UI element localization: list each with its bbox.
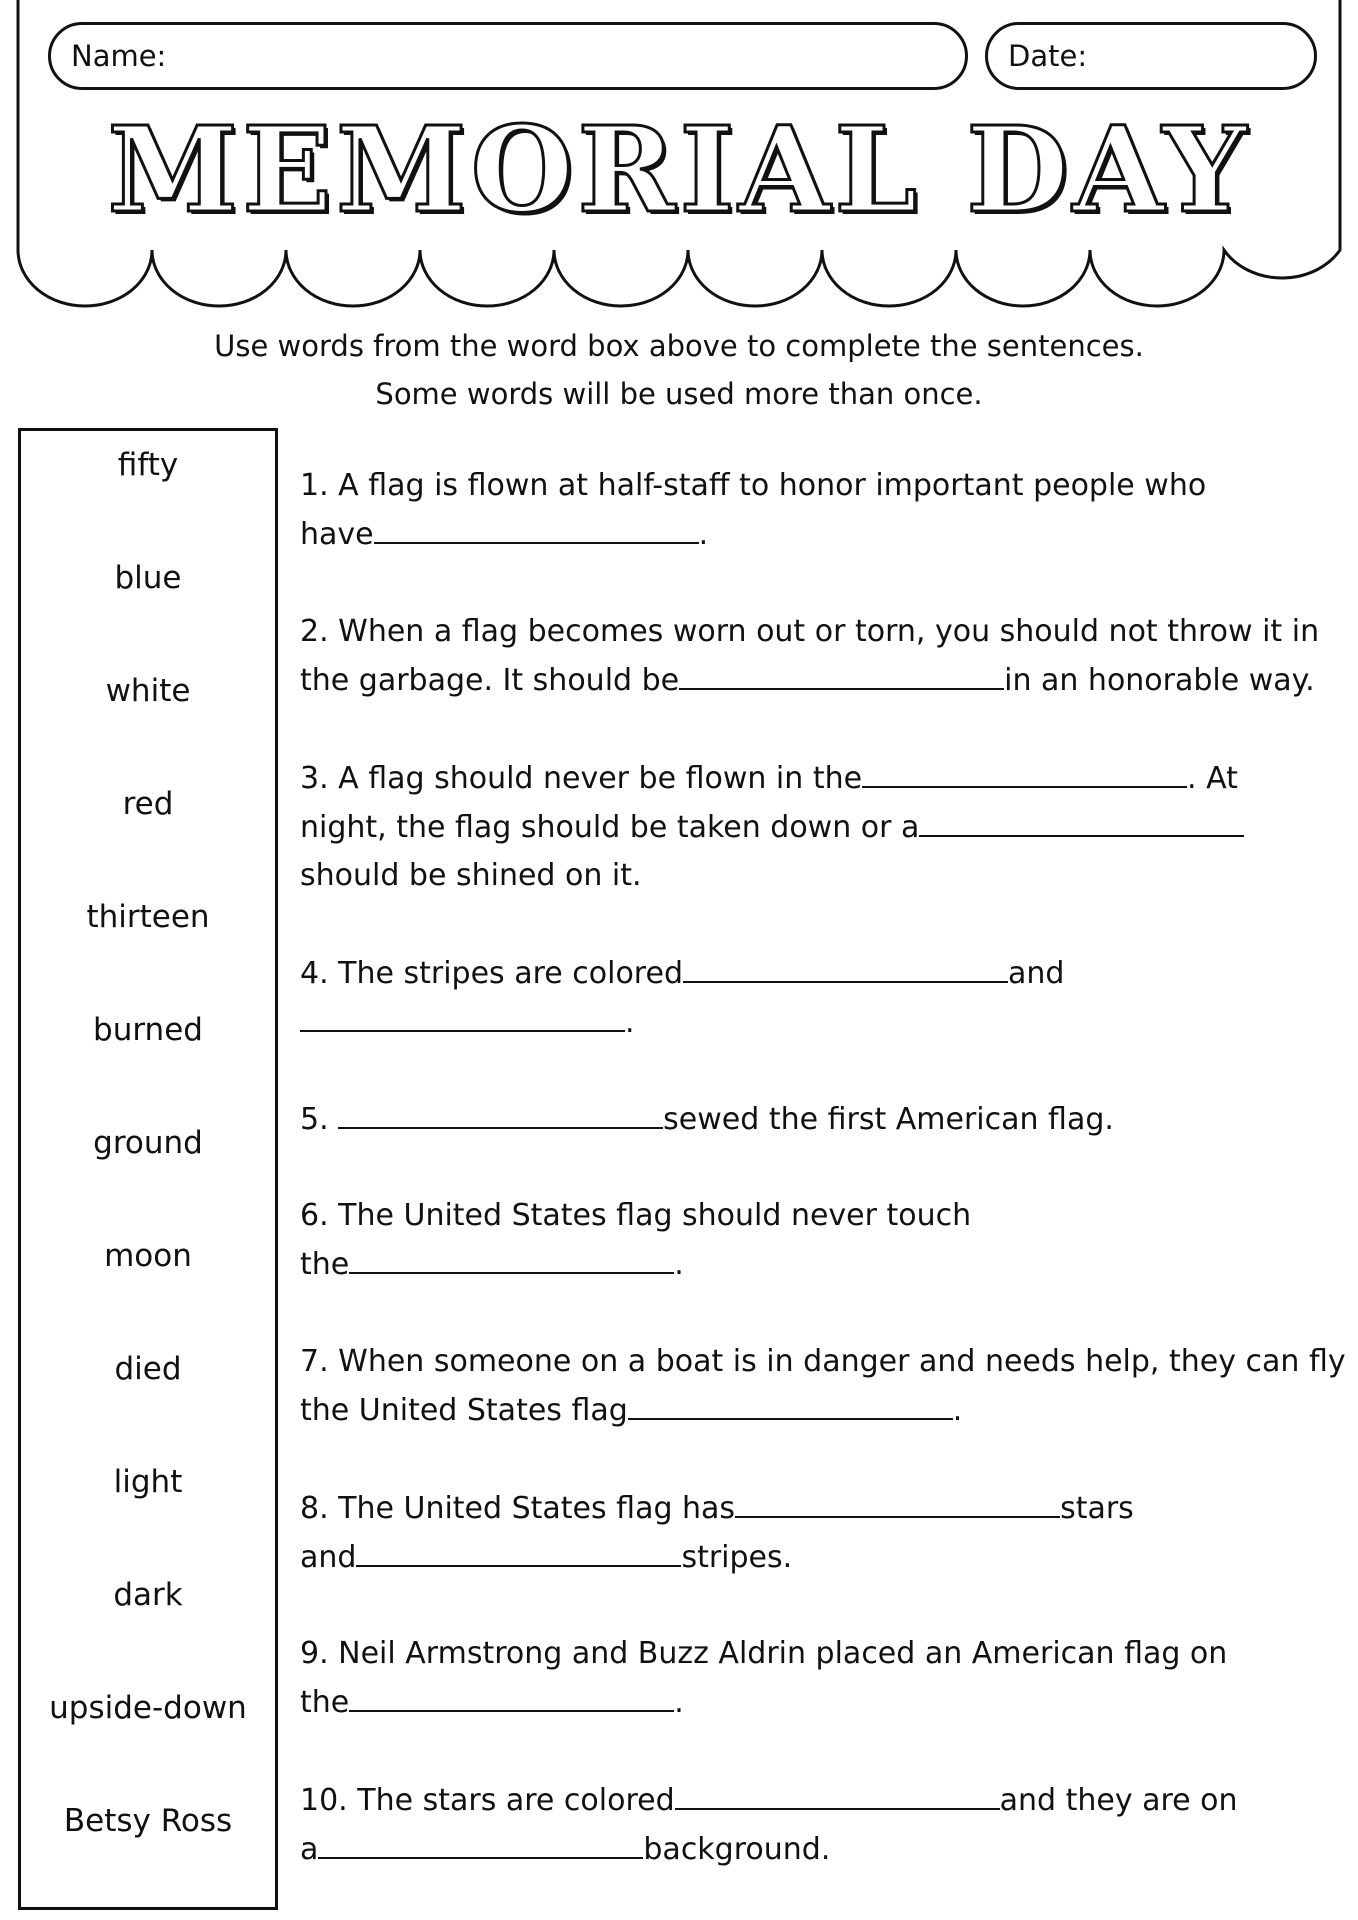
question-text: 4. The stripes are colored: [300, 956, 683, 991]
page-title: MEMORIAL DAY: [107, 100, 1251, 239]
question-item: [300, 1484, 1350, 1582]
word-box-item: fifty: [117, 447, 179, 483]
question-text: and they are on: [999, 1783, 1238, 1818]
question-text: 7. When someone on a boat is in danger and needs help, they can fly: [300, 1344, 1346, 1379]
word-box-item: white: [105, 673, 191, 709]
question-text: 9. Neil Armstrong and Buzz Aldrin placed an American flag on: [300, 1636, 1228, 1671]
question-line: [300, 608, 1350, 656]
question-text: .: [674, 1685, 684, 1720]
question-text: and: [300, 1540, 357, 1575]
question-text: 6. The United States flag should never touch: [300, 1198, 972, 1233]
question-line: [300, 656, 1350, 705]
answer-blank[interactable]: [683, 949, 1008, 983]
answer-blank[interactable]: [356, 1533, 681, 1567]
question-text: should be shined on it.: [300, 858, 642, 893]
question-line: [300, 1825, 1350, 1874]
question-text: .: [952, 1393, 963, 1428]
question-text: .: [625, 1005, 635, 1040]
word-box-item: burned: [93, 1012, 203, 1048]
word-box-item: moon: [104, 1238, 192, 1274]
word-box-item: Betsy Ross: [63, 1803, 233, 1839]
question-text: night, the flag should be taken down or a: [300, 810, 920, 845]
answer-blank[interactable]: [300, 998, 625, 1032]
answer-blank[interactable]: [628, 1386, 953, 1420]
question-text: and: [1007, 956, 1065, 991]
name-input[interactable]: [176, 25, 940, 83]
name-label: Name:: [71, 39, 167, 73]
question-text: have: [300, 517, 374, 552]
question-item: [300, 1630, 1350, 1727]
word-box-item: dark: [113, 1577, 183, 1613]
question-item: [300, 608, 1350, 705]
date-input[interactable]: [1096, 25, 1300, 83]
question-text: 8. The United States flag has: [300, 1491, 736, 1526]
question-item: [300, 949, 1350, 1047]
question-line: [300, 803, 1350, 852]
question-item: [300, 1095, 1350, 1144]
question-text: the garbage. It should be: [300, 663, 680, 698]
word-box: [18, 428, 278, 1910]
date-label: Date:: [1008, 39, 1088, 73]
question-line: [300, 1484, 1350, 1533]
question-text: the United States flag: [300, 1393, 628, 1428]
question-line: [300, 998, 1350, 1047]
word-box-item: upside-down: [49, 1690, 247, 1726]
question-text: stars: [1060, 1491, 1134, 1526]
answer-blank[interactable]: [919, 803, 1244, 837]
question-text: a: [300, 1832, 319, 1867]
question-line: [300, 1240, 1350, 1289]
question-text: 1. A flag is flown at half-staff to honor important people who: [300, 468, 1207, 503]
instructions-line-1: Use words from the word box above to complete the sentences.: [214, 329, 1144, 363]
question-text: .: [674, 1247, 684, 1282]
answer-blank[interactable]: [349, 1240, 674, 1274]
question-text: 5.: [300, 1102, 339, 1137]
question-text: .: [698, 517, 709, 552]
question-line: [300, 1095, 1350, 1144]
answer-blank[interactable]: [338, 1095, 663, 1129]
question-line: [300, 1630, 1350, 1678]
question-text: the: [300, 1247, 350, 1282]
answer-blank[interactable]: [679, 656, 1004, 690]
question-line: [300, 462, 1350, 510]
answer-blank[interactable]: [862, 754, 1187, 788]
question-text: 3. A flag should never be flown in the: [300, 761, 863, 796]
question-line: [300, 510, 1350, 559]
question-line: [300, 1192, 1350, 1240]
question-text: sewed the first American flag.: [663, 1102, 1114, 1137]
question-text: stripes.: [681, 1540, 793, 1575]
question-line: [300, 1338, 1350, 1386]
word-box-item: blue: [114, 560, 182, 596]
question-line: [300, 852, 1350, 900]
question-line: [300, 754, 1350, 803]
instructions: [0, 322, 1358, 418]
answer-blank[interactable]: [349, 1678, 674, 1712]
question-text: 10. The stars are colored: [300, 1783, 675, 1818]
question-line: [300, 1678, 1350, 1727]
instructions-line-2: Some words will be used more than once.: [375, 377, 983, 411]
word-box-item: died: [114, 1351, 182, 1387]
answer-blank[interactable]: [735, 1484, 1060, 1518]
word-box-item: ground: [93, 1125, 203, 1161]
question-item: [300, 1192, 1350, 1289]
question-text: in an honorable way.: [1004, 663, 1315, 698]
question-text: the: [300, 1685, 350, 1720]
answer-blank[interactable]: [374, 510, 699, 544]
question-text: . At: [1187, 761, 1238, 796]
word-box-item: thirteen: [86, 899, 210, 935]
question-line: [300, 1776, 1350, 1825]
word-box-item: light: [113, 1464, 183, 1500]
name-field[interactable]: [48, 22, 968, 90]
question-item: [300, 754, 1350, 900]
word-box-item: red: [122, 786, 174, 822]
question-item: [300, 462, 1350, 559]
question-text: background.: [643, 1832, 831, 1867]
date-field[interactable]: [985, 22, 1317, 90]
question-item: [300, 1338, 1350, 1435]
answer-blank[interactable]: [675, 1776, 1000, 1810]
question-line: [300, 1386, 1350, 1435]
question-line: [300, 1533, 1350, 1582]
question-text: 2. When a flag becomes worn out or torn, you should not throw it in: [300, 614, 1320, 649]
question-line: [300, 949, 1350, 998]
answer-blank[interactable]: [318, 1825, 643, 1859]
question-item: [300, 1776, 1350, 1874]
